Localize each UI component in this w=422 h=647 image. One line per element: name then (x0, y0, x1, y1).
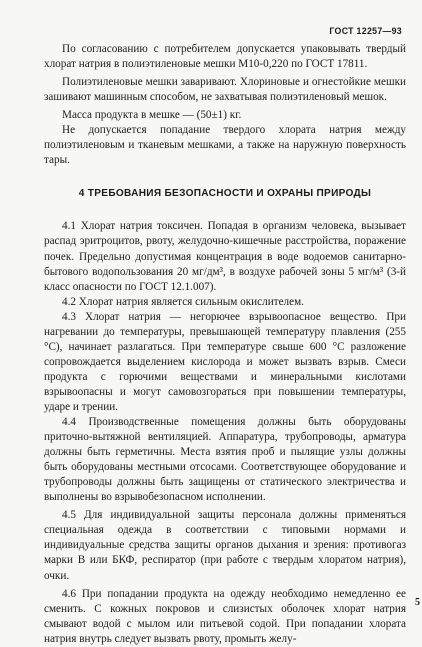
clause-4-2: 4.2 Хлорат натрия является сильным окислителем. (62, 295, 304, 308)
standard-reference-header: ГОСТ 12257—93 (329, 26, 402, 36)
clause-4-6: 4.6 При попадании продукта на одежду необходимо немедленно ее сменить. С кожных покровов и слизистых оболочек хлорат натрия смывают водой с мылом или питьевой содой. При попадании хлората натрия внутрь следует вызвать рвоту, промыть желу- (44, 587, 406, 645)
paragraph-packaging-option: По согласованию с потребителем допускается упаковывать твердый хлорат натрия в полиэтиленовые мешки М10-0,220 по ГОСТ 17811. (44, 43, 406, 71)
paragraph-bag-mass: Масса продукта в мешке — (50±1) кг. (62, 109, 242, 122)
clause-4-1: 4.1 Хлорат натрия токсичен. Попадая в организм человека, вызывает распад эритроцитов, рвоту, желудочно-кишечные расстройства, поражение почек. Предельно допустимая концентрация в воде водоемов санитарно-бытового водопользования 20 мг/дм³, в воздухе рабочей зоны 5 мг/м³ (3-й класс опасности по ГОСТ 12.1.007). (44, 220, 406, 293)
clause-4-4: 4.4 Производственные помещения должны быть оборудованы приточно-вытяжной вентиляцией. Аппаратура, трубопроводы, арматура должны быть герметичны. Места взятия проб и пылящие узлы должны быть оборудованы местными отсосами. Соответствующее оборудование и трубопроводы должны быть защищены от статического электричества и выполнены во взрывобезопасном исполнении. (44, 416, 406, 504)
page-number: 5 (415, 597, 420, 608)
clause-4-3: 4.3 Хлорат натрия — негорючее взрывоопасное вещество. При нагревании до температуры, превышающей температуру плавления (255 °С), начинает разлагаться. При температуре свыше 600 °С разложение сопровождается выделением кислорода и может вызвать взрыв. Смеси продукта с горючими веществами и минеральными кислотами взрывоопасны и могут самовозгораться при повышении температуры, ударе и трении. (44, 310, 406, 413)
clause-4-5: 4.5 Для индивидуальной защиты персонала должны применяться специальная одежда в соответствии с типовыми нормами и индивидуальные средства защиты органов дыхания и зрения: противогаз марки В или БКФ, респиратор (при работе с твердым хлоратом натрия), очки. (44, 509, 406, 582)
document-body (44, 42, 406, 647)
section-heading: 4 ТРЕБОВАНИЯ БЕЗОПАСНОСТИ И ОХРАНЫ ПРИРОДЫ (78, 188, 372, 200)
paragraph-contamination-rule: Не допускается попадание твердого хлората натрия между полиэтиленовым и тканевым мешками, а также на наружную поверхность тары. (44, 124, 406, 167)
paragraph-bag-sealing: Полиэтиленовые мешки заваривают. Хлориновые и огнестойкие мешки зашивают машинным способом, не захватывая полиэтиленовый мешок. (44, 76, 406, 104)
